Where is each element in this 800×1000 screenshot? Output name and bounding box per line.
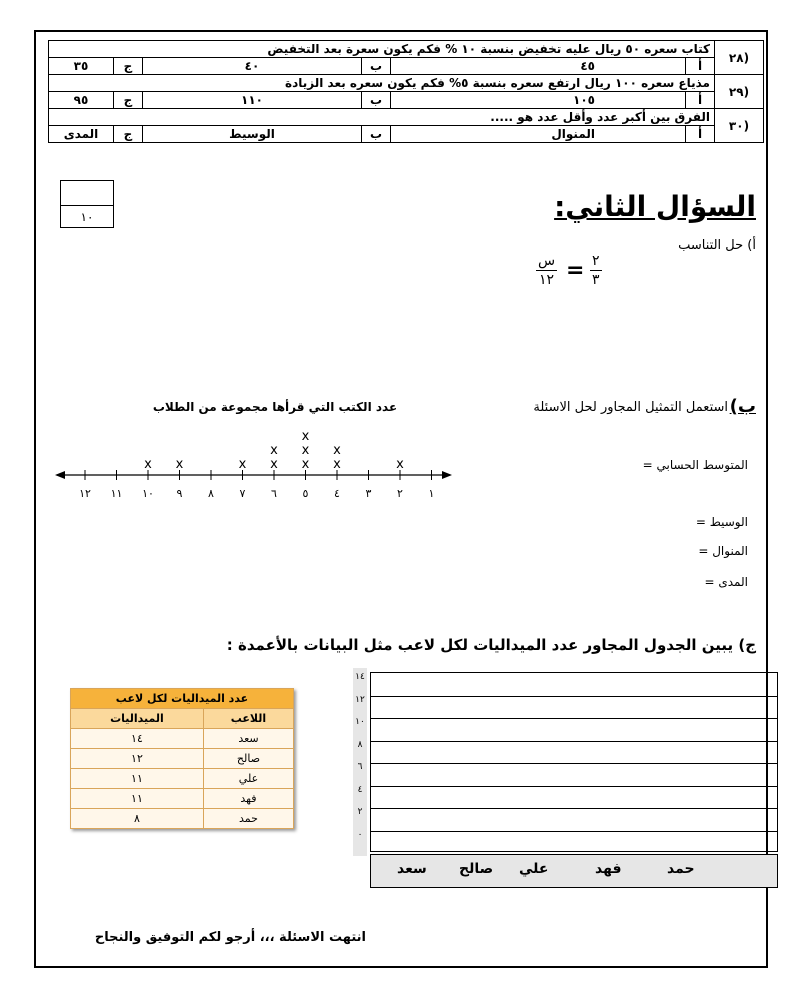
lineplot-point: x (238, 457, 247, 472)
player-name: صالح (203, 749, 293, 769)
choice-b-label: ب (362, 126, 391, 143)
choice-a-label: أ (686, 92, 715, 109)
part-c-text: ج) يبين الجدول المجاور عدد الميداليات لكل لاعب مثل البيانات بالأعمدة : (226, 636, 756, 654)
grid-line (371, 808, 777, 809)
player-medals: ١١ (71, 789, 204, 809)
mcq-table (48, 40, 764, 143)
y-tick-label: ١٢ (355, 694, 365, 705)
bar-grid (370, 672, 778, 852)
axis-tick-label: ٥ (302, 487, 309, 500)
choice-a[interactable]: المنوال (391, 126, 686, 143)
mcq-choices-row (49, 58, 764, 75)
part-b-text: استعمل التمثيل المجاور لحل الاسئلة (533, 400, 728, 415)
question-median: الوسيط = (695, 515, 748, 529)
y-tick-label: ٢ (357, 807, 363, 817)
grid-line (371, 718, 777, 719)
lineplot-point: x (144, 457, 152, 472)
choice-c[interactable]: ٣٥ (49, 58, 114, 75)
medals-table (70, 688, 294, 829)
lineplot-point: x (175, 457, 184, 472)
question-text: كتاب سعره ٥٠ ريال عليه تخفيض بنسبة ١٠ % فكم يكون سعرة بعد التخفيض (49, 41, 715, 58)
player-medals: ١٤ (71, 729, 204, 749)
x-category-label: فهد (595, 861, 622, 877)
lineplot-point: x (301, 457, 310, 472)
x-category-label: صالح (459, 861, 494, 877)
fraction-left (590, 252, 602, 289)
y-tick-label: ٨ (357, 739, 363, 750)
choice-a-label: أ (686, 126, 715, 143)
medals-row (71, 809, 294, 829)
question-range: المدى = (704, 575, 748, 589)
axis-tick-label: ٣ (365, 487, 372, 500)
lineplot-point: x (270, 457, 278, 472)
fraction-right-numerator: س (538, 253, 556, 269)
axis-tick-label: ١٠ (142, 487, 154, 500)
fraction-left-denominator: ٣ (592, 272, 600, 288)
axis-tick-label: ٢ (397, 487, 403, 500)
player-medals: ١٢ (71, 749, 204, 769)
grid-line (371, 763, 777, 764)
question-mode: المنوال = (698, 544, 748, 558)
lineplot-point: x (333, 457, 341, 472)
choice-b-label: ب (362, 92, 391, 109)
axis-tick-label: ٧ (239, 487, 246, 500)
bar-grid-x-labels (370, 854, 778, 888)
choice-c[interactable]: ٩٥ (49, 92, 114, 109)
lineplot-title: عدد الكتب التي قرأها مجموعة من الطلاب (152, 400, 398, 414)
grid-line (371, 741, 777, 742)
col-medals-header: الميداليات (71, 709, 204, 729)
choice-a[interactable]: ٤٥ (391, 58, 686, 75)
question-number: (٣٠ (715, 109, 764, 143)
mcq-choices-row (49, 126, 764, 143)
choice-b[interactable]: الوسيط (143, 126, 362, 143)
question-text: مذياع سعره ١٠٠ ريال ارتفع سعره بنسبة ٥% فكم يكون سعره بعد الزيادة (49, 75, 715, 92)
axis-arrow-left (55, 471, 65, 479)
axis-arrow-right (442, 471, 452, 479)
y-tick-label: ١٤ (355, 672, 365, 682)
question-number: (٢٩ (715, 75, 764, 109)
axis-tick-label: ٤ (334, 487, 340, 500)
grid-line (371, 696, 777, 697)
lineplot-point: x (301, 443, 310, 458)
x-category-label: علي (519, 861, 549, 877)
bar-grid-y-axis (353, 668, 367, 856)
y-tick-label: ٦ (357, 762, 363, 772)
y-tick-label: ٠ (357, 829, 363, 840)
player-name: سعد (203, 729, 293, 749)
player-medals: ٨ (71, 809, 204, 829)
equals-sign: = (566, 258, 585, 283)
medals-row (71, 749, 294, 769)
mcq-question-row (49, 109, 764, 126)
axis-tick-label: ١ (428, 487, 435, 500)
player-name: حمد (203, 809, 293, 829)
question-mean: المتوسط الحسابي = (642, 458, 748, 472)
choice-c-label: ج (114, 92, 143, 109)
lineplot (55, 420, 455, 510)
player-name: علي (203, 769, 293, 789)
col-player-header: اللاعب (203, 709, 293, 729)
score-blank (61, 181, 113, 206)
lineplot-point: x (301, 429, 310, 444)
x-category-label: سعد (397, 861, 427, 877)
y-tick-label: ٤ (357, 784, 363, 795)
medals-row (71, 729, 294, 749)
lineplot-point: x (333, 443, 341, 458)
axis-tick-label: ٨ (208, 487, 214, 500)
choice-b-label: ب (362, 58, 391, 75)
question-text: الفرق بين أكبر عدد وأقل عدد هو ..... (49, 109, 715, 126)
mcq-question-row (49, 41, 764, 58)
lineplot-point: x (270, 443, 278, 458)
mcq-question-row (49, 75, 764, 92)
choice-b[interactable]: ٤٠ (143, 58, 362, 75)
player-medals: ١١ (71, 769, 204, 789)
fraction-left-numerator: ٢ (592, 253, 600, 269)
question-number: (٢٨ (715, 41, 764, 75)
axis-tick-label: ١١ (110, 487, 123, 500)
grid-line (371, 831, 777, 832)
player-name: فهد (203, 789, 293, 809)
score-box (60, 180, 114, 228)
choice-a[interactable]: ١٠٥ (391, 92, 686, 109)
score-total: ١٠ (80, 210, 94, 224)
choice-a-label: أ (686, 58, 715, 75)
medals-table-title: عدد الميداليات لكل لاعب (71, 689, 294, 709)
axis-tick-label: ١٢ (79, 487, 91, 500)
part-a-label: أ) حل التناسب (678, 238, 756, 253)
grid-line (371, 786, 777, 787)
y-tick-label: ١٠ (355, 717, 365, 727)
choice-c-label: ج (114, 58, 143, 75)
section-title: السؤال الثاني: (554, 190, 756, 223)
fraction-right-denominator: ١٢ (539, 272, 555, 288)
part-b-label: ب) (729, 396, 756, 417)
choice-b[interactable]: ١١٠ (143, 92, 362, 109)
medals-row (71, 789, 294, 809)
fraction-right (536, 252, 557, 289)
choice-c[interactable]: المدى (49, 126, 114, 143)
mcq-choices-row (49, 92, 764, 109)
axis-tick-label: ٩ (176, 487, 183, 500)
x-category-label: حمد (667, 861, 695, 877)
footer-text: انتهت الاسئلة ،،، أرجو لكم التوفيق والنجاح (94, 930, 366, 945)
lineplot-point: x (396, 457, 404, 472)
axis-tick-label: ٦ (271, 487, 277, 500)
choice-c-label: ج (114, 126, 143, 143)
medals-row (71, 769, 294, 789)
